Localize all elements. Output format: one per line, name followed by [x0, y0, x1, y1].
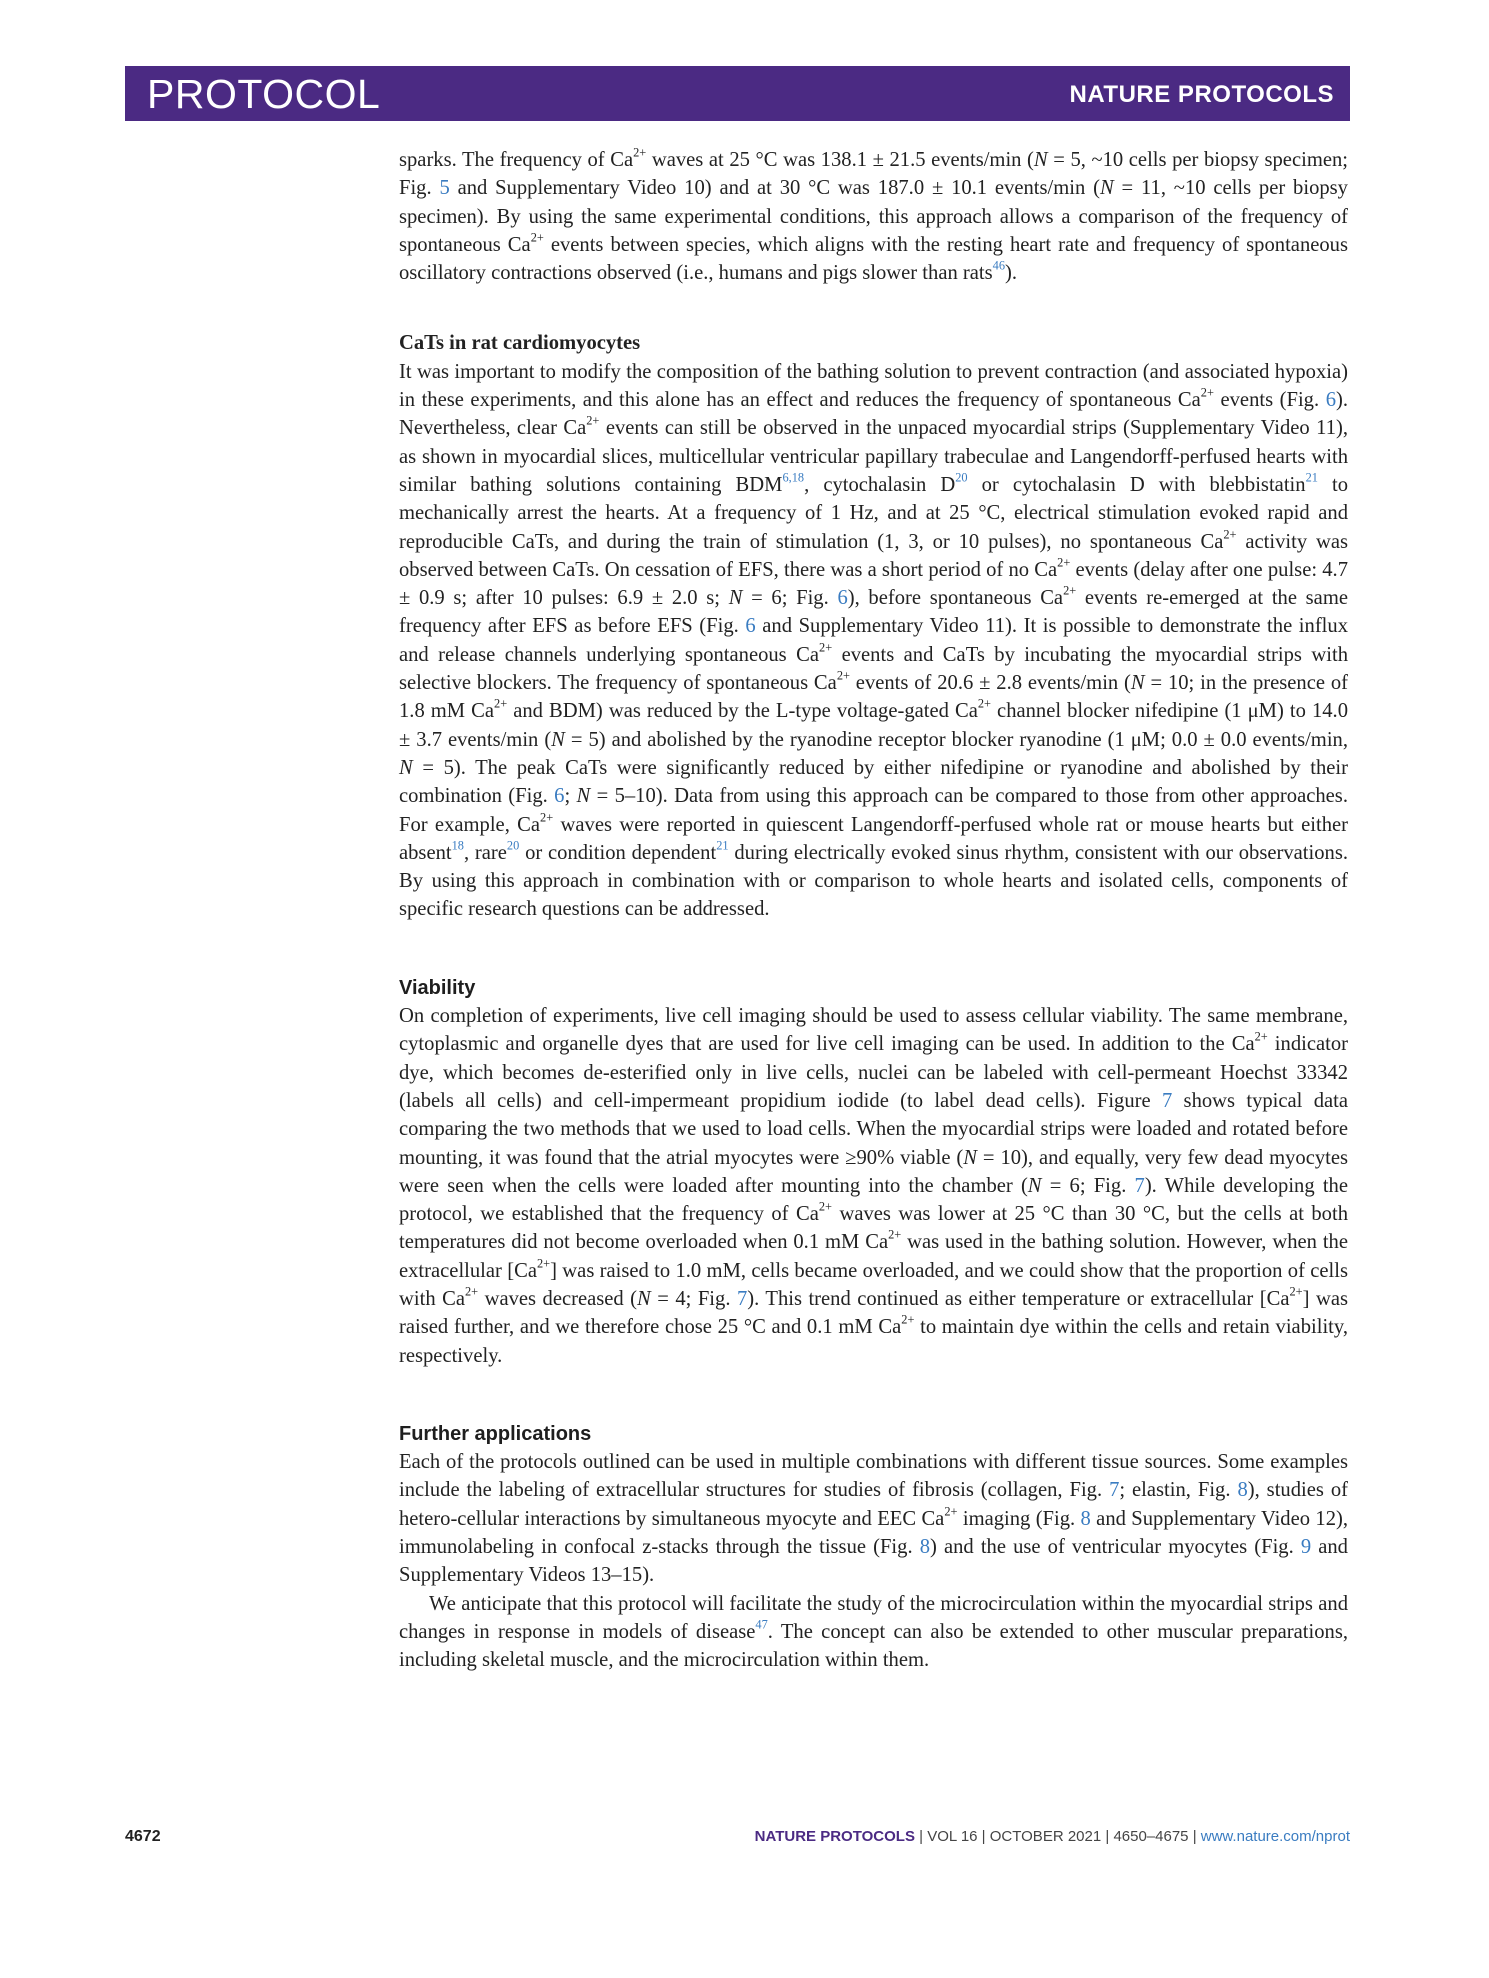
reference-link[interactable]: 18 — [451, 838, 464, 853]
footer-pages: 4650–4675 — [1113, 1828, 1189, 1845]
reference-link[interactable]: 20 — [955, 470, 968, 485]
footer-volume: VOL 16 — [927, 1828, 978, 1845]
section-heading-viability: Viability — [399, 976, 476, 999]
reference-link[interactable]: 20 — [506, 838, 520, 853]
reference-link[interactable]: 46 — [992, 258, 1005, 273]
figure-link[interactable]: 6 — [1325, 389, 1336, 412]
cats-paragraph: It was important to modify the composition of the bathing solution to prevent contraction (and associated hypoxia) in these experiments, and this alone has an effect and reduces the frequency of spontaneous $Ca^{2+}$ events (Fig. 6). Nevertheless, clear $Ca^{2+}$ events can still be observed in the unpaced myocardial strips (Supplementary Video 11), as shown in myocardial slices, multicellular ventricular papillary trabeculae and Langendorff-perfused hearts with similar bathing solutions containing BDM$^{6,18}$, cytochalasin D$^{20}$ or cytochalasin D with blebbistatin$^{21}$ to mechanically arrest the hearts. At a frequency of 1 Hz, and at 25 °C, electrical stimulation evoked rapid and reproducible CaTs, and during the train of stimulation (1, 3, or 10 pulses), no spontaneous $Ca^{2+}$ activity was observed between CaTs. On cessation of EFS, there was a short period of no $Ca^{2+}$ events (delay after one pulse: 4.7 ± 0.9 s; after 10 pulses: 6.9 ± 2.0 s; N = 6; Fig. 6), before spontaneous $Ca^{2+}$ events re-emerged at the same frequency after EFS as before EFS (Fig. 6 and Supplementary Video 11). It is possible to demonstrate the influx and release channels underlying spontaneous $Ca^{2+}$ events and CaTs by incubating the myocardial strips with selective blockers. The frequency of spontaneous $Ca^{2+}$ events of 20.6 ± 2.8 events/min (N = 10; in the presence of 1.8 mM $Ca^{2+}$ and BDM) was reduced by the L-type voltage-gated $Ca^{2+}$ channel blocker nifedipine (1 μM) to 14.0 ± 3.7 events/min (N = 5) and abolished by the ryanodine receptor blocker ryanodine (1 μM; 0.0 ± 0.0 events/min, N = 5). The peak CaTs were significantly reduced by either nifedipine or ryanodine and abolished by their combination (Fig. 6; N = 5–10). Data from using this approach can be compared to those from other approaches. For example, $Ca^{2+}$ waves were reported in quiescent Langendorff-perfused whole rat or mouse hearts but either absent$^{18}$, rare$^{20}$ or condition dependent$^{21}$ during electrically evoked sinus rhythm, consistent with our observations. By using this approach in combination with or comparison to whole hearts and isolated cells, components of specific research questions can be addressed. — [399, 360, 1349, 921]
figure-link[interactable]: 6 — [837, 587, 848, 610]
reference-link[interactable]: 6,18 — [782, 470, 805, 485]
page-number: 4672 — [125, 1828, 161, 1845]
header-bar — [125, 66, 1350, 121]
figure-link[interactable]: 7 — [1109, 1479, 1120, 1502]
reference-link[interactable]: 21 — [1305, 470, 1318, 485]
figure-link[interactable]: 7 — [1134, 1174, 1145, 1197]
footer-url-link[interactable]: www.nature.com/nprot — [1200, 1828, 1350, 1845]
section-heading-further-applications: Further applications — [399, 1422, 592, 1445]
figure-link[interactable]: 6 — [745, 615, 756, 638]
figure-link[interactable]: 8 — [1080, 1507, 1091, 1530]
footer-journal: NATURE PROTOCOLS — [754, 1828, 915, 1845]
figure-link[interactable]: 7 — [1161, 1089, 1173, 1112]
article-body — [399, 146, 1348, 1675]
footer-date: OCTOBER 2021 — [989, 1828, 1102, 1845]
section-heading-cats: CaTs in rat cardiomyocytes — [399, 332, 641, 355]
figure-link[interactable]: 8 — [1237, 1479, 1248, 1502]
intro-paragraph: sparks. The frequency of $Ca^{2+}$ waves at 25 °C was 138.1 ± 21.5 events/min (N = 5, ~10 cells per biopsy specimen; Fig. 5 and Supplementary Video 10) and at 30 °C was 187.0 ± 10.1 events/min (N = 11, ~10 cells per biopsy specimen). By using the same experimental conditions, this approach allows a comparison of the frequency of spontaneous $Ca^{2+}$ events between species, which aligns with the resting heart rate and frequency of spontaneous oscillatory contractions observed (i.e., humans and pigs slower than rats$^{46}$). — [399, 145, 1348, 285]
figure-link[interactable]: 6 — [554, 785, 565, 808]
further-paragraph-1: Each of the protocols outlined can be used in multiple combinations with different tissue sources. Some examples include the labeling of extracellular structures for studies of fibrosis (collagen, Fig. 7; elastin, Fig. 8), studies of hetero-cellular interactions by simultaneous myocyte and EEC $Ca^{2+}$ imaging (Fig. 8 and Supplementary Video 12), immunolabeling in confocal z-stacks through the tissue (Fig. 8) and the use of ventricular myocytes (Fig. 9 and Supplementary Videos 13–15). — [399, 1451, 1348, 1587]
figure-link[interactable]: 5 — [439, 177, 450, 200]
section-label: PROTOCOL — [147, 71, 381, 117]
figure-link[interactable]: 9 — [1300, 1536, 1312, 1559]
viability-paragraph: On completion of experiments, live cell imaging should be used to assess cellular viability. The same membrane, cytoplasmic and organelle dyes that are used for live cell imaging can be used. In addition to the $Ca^{2+}$ indicator dye, which becomes de-esterified only in live cells, nuclei can be labeled with cell-permeant Hoechst 33342 (labels all cells) and cell-impermeant propidium iodide (to label dead cells). Figure 7 shows typical data comparing the two methods that we used to load cells. When the myocardial strips were loaded and rotated before mounting, it was found that the atrial myocytes were ≥90% viable (N = 10), and equally, very few dead myocytes were seen when the cells were loaded after mounting into the chamber (N = 6; Fig. 7). While developing the protocol, we established that the frequency of $Ca^{2+}$ waves was lower at 25 °C than 30 °C, but the cells at both temperatures did not become overloaded when 0.1 mM $Ca^{2+}$ was used in the bathing solution. However, when the extracellular $[Ca^{2+}]$ was raised to 1.0 mM, cells became overloaded, and we could show that the proportion of cells with $Ca^{2+}$ waves decreased (N = 4; Fig. 7). This trend continued as either temperature or extracellular $[Ca^{2+}]$ was raised further, and we therefore chose 25 °C and 0.1 mM $Ca^{2+}$ to maintain dye within the cells and retain viability, respectively. — [399, 1005, 1349, 1367]
figure-link[interactable]: 8 — [919, 1536, 931, 1559]
footer-citation: NATURE PROTOCOLS | VOL 16 | OCTOBER 2021 | 4650–4675 | www.nature.com/nprot — [754, 1828, 1350, 1845]
journal-label: NATURE PROTOCOLS — [1069, 81, 1334, 108]
reference-link[interactable]: 21 — [716, 838, 729, 853]
reference-link[interactable]: 47 — [755, 1617, 768, 1632]
figure-link[interactable]: 7 — [736, 1287, 748, 1310]
further-paragraph-2: We anticipate that this protocol will facilitate the study of the microcirculation within the myocardial strips and changes in response in models of disease$^{47}$. The concept can also be extended to other muscular preparations, including skeletal muscle, and the microcirculation within them. — [399, 1592, 1348, 1672]
